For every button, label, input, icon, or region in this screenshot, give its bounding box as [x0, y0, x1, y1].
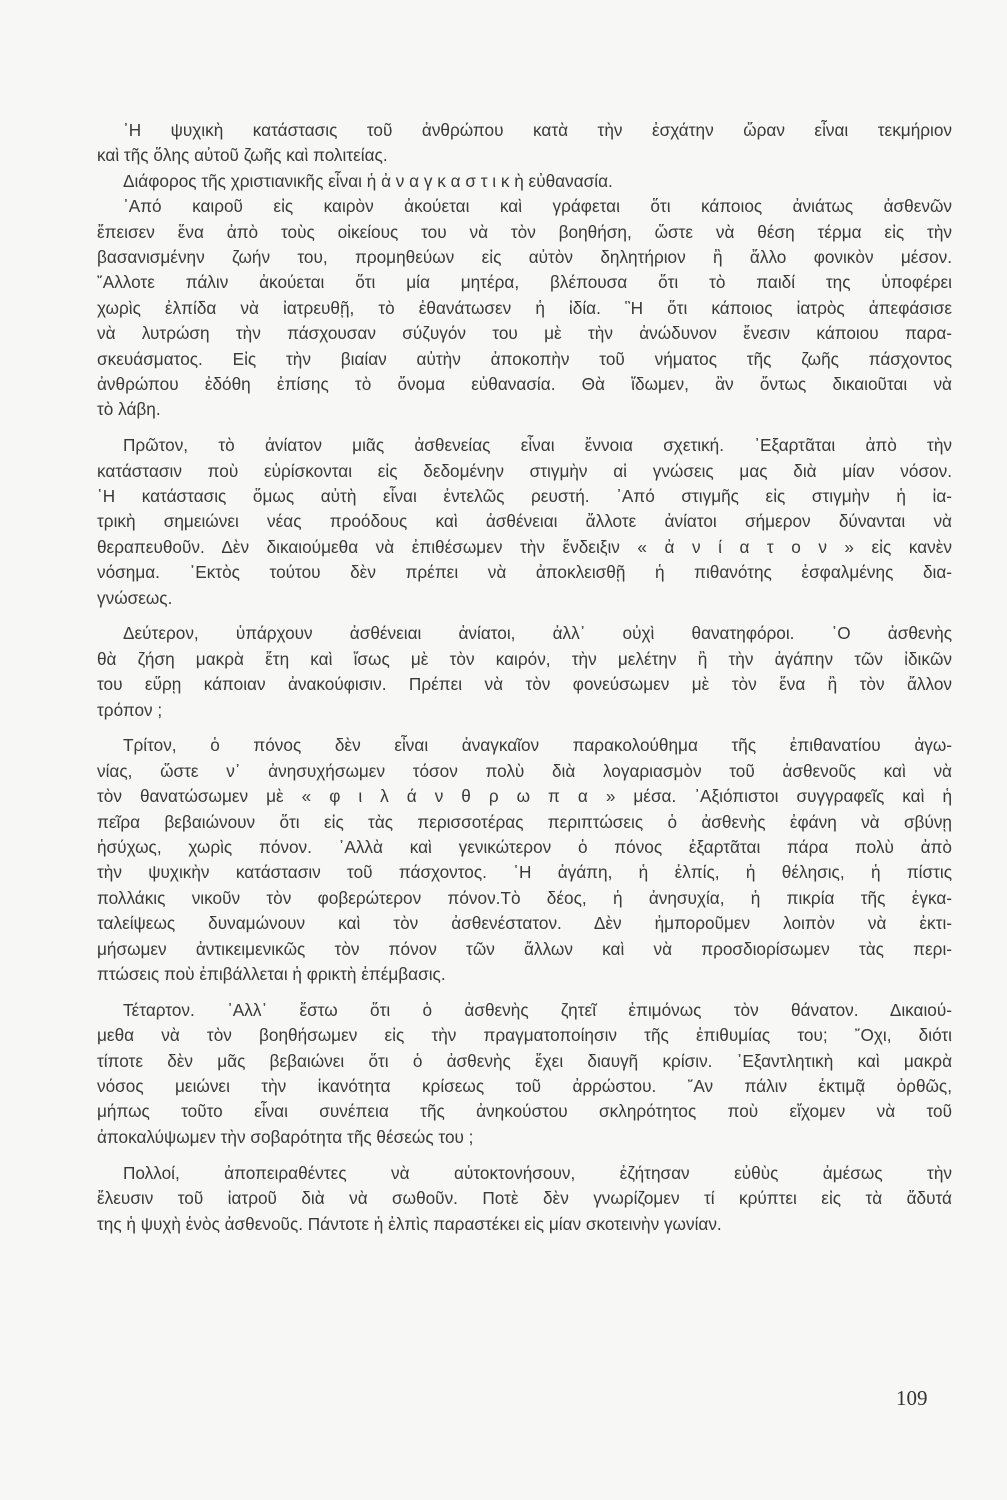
text-line: πτώσεις ποὺ ἐπιβάλλεται ἡ φρικτὴ ἐπέμβασις. — [97, 964, 446, 984]
text-line: του εὕρῃ κάποιαν ἀνακούφισιν. Πρέπει νὰ τὸν φονεύσωμεν μὲ τὸν ἕνα ἢ τὸν ἄλλον — [97, 674, 952, 695]
paragraph — [97, 194, 952, 423]
text-line: ἔπεισεν ἕνα ἀπὸ τοὺς οἰκείους του νὰ τὸν βοηθήση, ὥστε νὰ θέση τέρμα εἰς τὴν — [97, 221, 952, 242]
text-line: ῾Η κατάστασις ὅμως αὐτὴ εἶναι ἐντελῶς ρευστή. ᾿Από στιγμῆς εἰς στιγμὴν ἡ ἰα- — [97, 485, 952, 506]
text-line: τὸν θανατώσωμεν μὲ « φ ι λ ά ν θ ρ ω π α » μέσα. ᾿Αξιόπιστοι συγγραφεῖς καὶ ἡ — [97, 786, 952, 807]
text-line: της ἡ ψυχὴ ἑνὸς ἀσθενοῦς. Πάντοτε ἡ ἐλπὶς παραστέκει εἰς μίαν σκοτεινὴν γωνίαν. — [97, 1213, 722, 1234]
text-line: ἡσύχως, χωρὶς πόνον. ᾿Αλλὰ καὶ γενικώτερον ὁ πόνος ἐξαρτᾶται πάρα πολὺ ἀπὸ — [97, 837, 952, 858]
text-line: Τέταρτον. ᾿Αλλ᾿ ἔστω ὅτι ὁ ἀσθενὴς ζητεῖ ἐπιμόνως τὸν θάνατον. Δικαιού- — [123, 999, 952, 1020]
text-line: Πολλοί, ἀποπειραθέντες νὰ αὐτοκτονήσουν, ἐζήτησαν εὐθὺς ἀμέσως τὴν — [123, 1162, 952, 1183]
text-line: νόσημα. ᾿Εκτὸς τούτου δὲν πρέπει νὰ ἀποκλεισθῇ ἡ πιθανότης ἐσφαλμένης δια- — [97, 562, 952, 583]
text-line: Πρῶτον, τὸ ἀνίατον μιᾶς ἀσθενείας εἶναι ἔννοια σχετική. ᾿Εξαρτᾶται ἀπὸ τὴν — [123, 435, 952, 456]
paragraph — [97, 998, 952, 1150]
text-line: καὶ τῆς ὅλης αὐτοῦ ζωῆς καὶ πολιτείας. — [97, 145, 388, 166]
page-number: 109 — [896, 1386, 928, 1410]
text-line: ᾿Η ψυχικὴ κατάστασις τοῦ ἀνθρώπου κατὰ τὴν ἐσχάτην ὥραν εἶναι τεκμήριον — [123, 120, 952, 140]
text-line: μήπως τοῦτο εἶναι συνέπεια τῆς ἀνηκούστου σκληρότητος ποὺ εἴχομεν νὰ τοῦ — [97, 1101, 952, 1122]
text-line: πολλάκις νικοῦν τὸν φοβερώτερον πόνον.Τὸ δέος, ἡ ἀνησυχία, ἡ πικρία τῆς ἐγκα- — [97, 887, 952, 908]
page-body-text — [97, 118, 952, 1237]
text-line: τίποτε δὲν μᾶς βεβαιώνει ὅτι ὁ ἀσθενὴς ἔχει διαυγῆ κρίσιν. ᾿Εξαντλητικὴ καὶ μακρὰ — [97, 1050, 952, 1071]
text-line: ταλείψεως δυναμώνουν καὶ τὸν ἀσθενέστατον. Δὲν ἠμποροῦμεν λοιπὸν νὰ ἐκτι- — [97, 913, 952, 934]
text-line: μήσωμεν ἀντικειμενικῶς τὸν πόνον τῶν ἄλλων καὶ νὰ προσδιορίσωμεν τὰς περι- — [97, 938, 952, 959]
text-line: βασανισμένην ζωήν του, προμηθεύων εἰς αὐτὸν δηλητήριον ἢ ἄλλο φονικὸν μέσον. — [97, 246, 952, 267]
paragraph — [97, 1161, 952, 1237]
paragraph — [97, 169, 952, 194]
text-line: τὸ λάβη. — [97, 399, 161, 420]
paragraph — [97, 733, 952, 987]
text-line: πεῖρα βεβαιώνουν ὅτι εἰς τὰς περισσοτέρας περιπτώσεις ὁ ἀσθενὴς ἐφάνη νὰ σβύνῃ — [97, 811, 952, 832]
text-line: νόσος μειώνει τὴν ἱκανότητα κρίσεως τοῦ ἀρρώστου. ῎Αν πάλιν ἐκτιμᾷ ὀρθῶς, — [97, 1076, 952, 1097]
text-line: γνώσεως. — [97, 587, 173, 608]
text-line: τρόπον ; — [97, 699, 163, 720]
text-line: Διάφορος τῆς χριστιανικῆς εἶναι ἡ ἀ ν α γ κ α σ τ ι κ ὴ εὐθανασία. — [123, 170, 613, 191]
text-line: νὰ λυτρώση τὴν πάσχουσαν σύζυγόν του μὲ τὴν ἀνώδυνον ἔνεσιν κάποιου παρα- — [97, 323, 952, 344]
text-line: ῎Αλλοτε πάλιν ἀκούεται ὅτι μία μητέρα, βλέπουσα ὅτι τὸ παιδί της ὑποφέρει — [97, 272, 952, 293]
text-line: ἀποκαλύψωμεν τὴν σοβαρότητα τῆς θέσεώς του ; — [97, 1126, 474, 1147]
paragraph — [97, 118, 952, 169]
text-line: χωρὶς ἐλπίδα νὰ ἰατρευθῇ, τὸ ἐθανάτωσεν ἡ ἰδία. ῝Η ὅτι κάποιος ἰατρὸς ἀπεφάσισε — [97, 297, 952, 318]
text-line: ᾿Από καιροῦ εἰς καιρὸν ἀκούεται καὶ γράφεται ὅτι κάποιος ἀνιάτως ἀσθενῶν — [123, 196, 952, 217]
text-line: Τρίτον, ὁ πόνος δὲν εἶναι ἀναγκαῖον παρακολούθημα τῆς ἐπιθανατίου ἀγω- — [123, 735, 952, 756]
text-line: θεραπευθοῦν. Δὲν δικαιούμεθα νὰ ἐπιθέσωμεν τὴν ἔνδειξιν « ἀ ν ί α τ ο ν » εἰς κανὲν — [97, 536, 952, 557]
text-line: Δεύτερον, ὑπάρχουν ἀσθένειαι ἀνίατοι, ἀλλ᾿ οὐχὶ θανατηφόροι. ῾Ο ἀσθενὴς — [123, 623, 952, 644]
text-line: μεθα νὰ τὸν βοηθήσωμεν εἰς τὴν πραγματοποίησιν τῆς ἐπιθυμίας του; ῎Οχι, διότι — [97, 1025, 952, 1046]
text-line: τρικὴ σημειώνει νέας προόδους καὶ ἀσθένειαι ἄλλοτε ἀνίατοι σήμερον δύνανται νὰ — [97, 511, 952, 532]
text-line: ἔλευσιν τοῦ ἰατροῦ διὰ νὰ σωθοῦν. Ποτὲ δὲν γνωρίζομεν τί κρύπτει εἰς τὰ ἄδυτά — [97, 1188, 952, 1209]
text-line: ἀνθρώπου ἐδόθη ἐπίσης τὸ ὄνομα εὐθανασία. Θὰ ἴδωμεν, ἂν ὄντως δικαιοῦται νὰ — [97, 373, 952, 394]
text-line: σκευάσματος. Εἰς τὴν βιαίαν αὐτὴν ἀποκοπὴν τοῦ νήματος τῆς ζωῆς πάσχοντος — [97, 348, 952, 369]
paragraph — [97, 621, 952, 723]
text-line: νίας, ὥστε ν᾿ ἀνησυχήσωμεν τόσον πολὺ διὰ λογαριασμὸν τοῦ ἀσθενοῦς καὶ νὰ — [97, 760, 952, 781]
paragraph — [97, 433, 952, 611]
text-line: κατάστασιν ποὺ εὑρίσκονται εἰς δεδομένην στιγμὴν αἱ γνώσεις μας διὰ μίαν νόσον. — [97, 460, 952, 481]
text-line: τὴν ψυχικὴν κατάστασιν τοῦ πάσχοντος. ῾Η ἀγάπη, ἡ ἐλπίς, ἡ θέλησις, ἡ πίστις — [97, 862, 952, 883]
text-line: θὰ ζήση μακρὰ ἔτη καὶ ἴσως μὲ τὸν καιρόν, τὴν μελέτην ἢ τὴν ἀγάπην τῶν ἰδικῶν — [97, 648, 952, 669]
